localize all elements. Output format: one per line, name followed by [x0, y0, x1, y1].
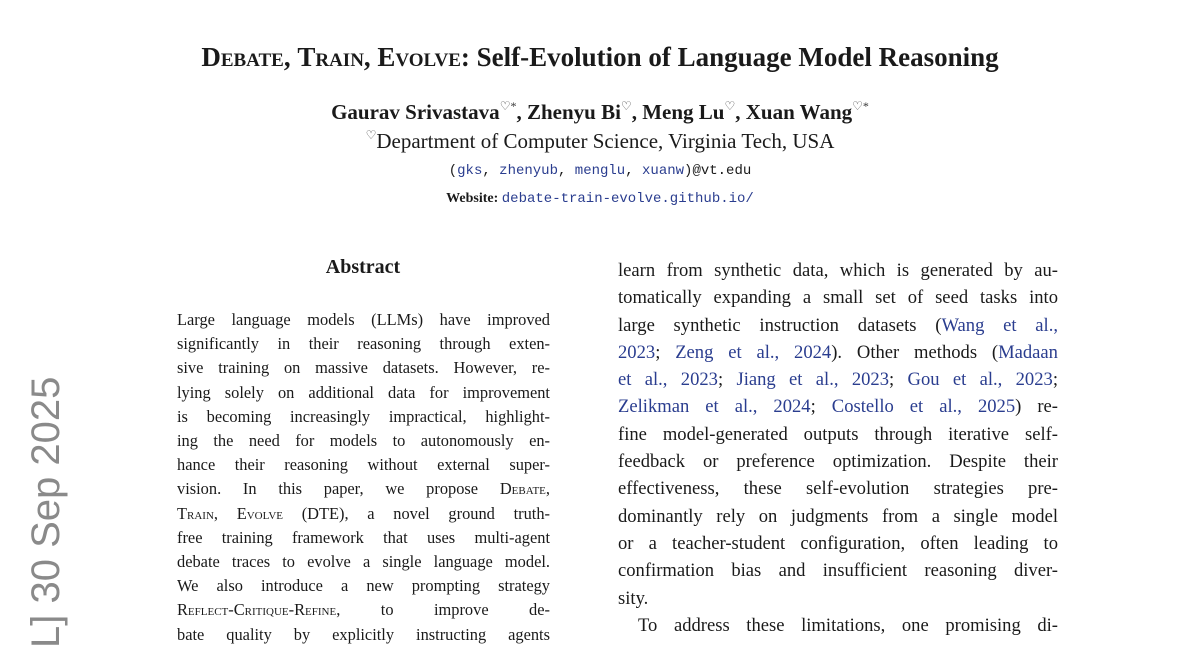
title-debate: Debate [201, 42, 284, 72]
abstract-line: bate quality by explicitly instructing agents [177, 624, 550, 644]
heart-mark: ♡ [365, 128, 377, 142]
citation-link[interactable]: Wang et al., [941, 314, 1058, 336]
title-rest: : Self-Evolution of Language Model Reasoning [460, 42, 999, 72]
abstract-line: We also introduce a new prompting strategy [177, 576, 550, 596]
heart-mark: ♡ [724, 99, 736, 113]
body-line: et al., 2023; Jiang et al., 2023; Gou et al., 2023; [618, 369, 1058, 391]
abstract-text [177, 308, 550, 647]
abstract-heading: Abstract [325, 256, 401, 278]
citation-link[interactable]: Madaan [998, 341, 1058, 363]
author-list: Gaurav Srivastava♡*, Zhenyu Bi♡, Meng Lu♡, Xuan Wang♡* [331, 99, 869, 124]
email-addresses: (gks, zhenyub, menglu, xuanw)@vt.edu [448, 163, 752, 179]
body-line: Zelikman et al., 2024; Costello et al., 2025) re- [618, 396, 1058, 418]
website-line [0, 191, 1200, 207]
heart-mark: ♡ [620, 99, 632, 113]
author-name: Meng Lu [642, 100, 725, 124]
body-line: fine model-generated outputs through iterative self- [618, 423, 1058, 445]
title-evolve: Evolve [377, 42, 461, 72]
website-link[interactable]: debate-train-evolve.github.io/ [501, 191, 754, 207]
citation-link[interactable]: Costello et al., 2025 [831, 396, 1016, 418]
intro-text-column [618, 257, 1058, 639]
citation-link[interactable]: Zeng et al., 2024 [675, 341, 832, 363]
email-link[interactable]: gks [457, 163, 483, 179]
abstract-line: Train, Evolve (DTE), a novel ground truth- [177, 503, 550, 523]
heart-mark: ♡* [499, 99, 517, 113]
body-line: feedback or preference optimization. Despite their [618, 451, 1058, 473]
body-line: or a teacher-student configuration, often leading to [618, 532, 1058, 554]
citation-link[interactable]: et al., 2023 [618, 369, 718, 391]
abstract-line: debate traces to evolve a single language model. [177, 552, 550, 572]
body-line: 2023; Zeng et al., 2024). Other methods (Madaan [618, 341, 1058, 363]
abstract-line: vision. In this paper, we propose Debate, [177, 479, 550, 499]
abstract-line: hance their reasoning without external super- [177, 455, 550, 475]
heart-mark: ♡* [852, 99, 869, 113]
abstract-line: lying solely on additional data for improvement [177, 382, 550, 402]
body-line: sity. [618, 587, 649, 609]
email-link[interactable]: menglu [574, 163, 626, 179]
abstract-line: Large language models (LLMs) have improved [177, 310, 550, 329]
body-line: To address these limitations, one promising di- [638, 614, 1058, 636]
citation-link[interactable]: Jiang et al., 2023 [736, 369, 890, 391]
body-line: confirmation bias and insufficient reasoning diver- [618, 560, 1058, 582]
body-line: learn from synthetic data, which is generated by au- [618, 260, 1058, 281]
body-line: large synthetic instruction datasets (Wang et al., [618, 314, 1058, 336]
abstract-line: ing the need for models to autonomously en- [177, 431, 550, 451]
author-name: Gaurav Srivastava [331, 100, 500, 124]
abstract-line: is becoming increasingly impractical, highlight- [177, 406, 550, 426]
body-line: effectiveness, these self-evolution strategies pre- [618, 478, 1058, 500]
citation-link[interactable]: Zelikman et al., 2024 [618, 396, 811, 418]
title-train: Train [297, 42, 364, 72]
abstract-line: significantly in their reasoning through exten- [177, 334, 550, 354]
abstract-line: Reflect-Critique-Refine, to improve de- [177, 600, 550, 620]
abstract-line: free training framework that uses multi-agent [177, 527, 550, 547]
abstract-line: sive training on massive datasets. However, re- [177, 358, 550, 378]
paper-title: Debate, Train, Evolve: Self-Evolution of Language Model Reasoning [201, 42, 999, 72]
website-label: Website: [446, 191, 499, 206]
body-line: dominantly rely on judgments from a single model [618, 505, 1058, 527]
arxiv-side-stamp: L] 30 Sep 2025 [24, 376, 68, 648]
body-line: tomatically expanding a small set of seed tasks into [618, 287, 1058, 309]
citation-link[interactable]: 2023 [618, 341, 656, 363]
citation-link[interactable]: Gou et al., 2023 [907, 369, 1053, 391]
author-name: Zhenyu Bi [526, 100, 621, 124]
affiliation: ♡Department of Computer Science, Virginia Tech, USA [365, 128, 835, 153]
email-link[interactable]: xuanw [642, 163, 685, 179]
email-link[interactable]: zhenyub [499, 163, 558, 179]
author-name: Xuan Wang [745, 100, 853, 124]
